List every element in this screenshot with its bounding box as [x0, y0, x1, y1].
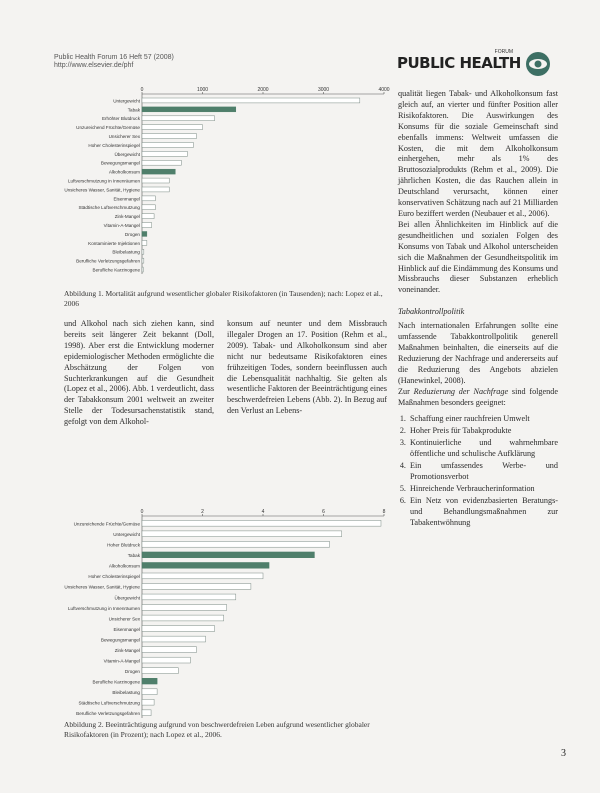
x-tick-label: 1000 — [196, 87, 209, 93]
bar — [142, 699, 154, 705]
measure-item: 2. Hoher Preis für Tabakprodukte — [408, 426, 558, 437]
logo-tag: FORUM — [494, 49, 513, 55]
category-label: Berufliche Karzinogene — [92, 267, 140, 273]
measures-list — [398, 414, 558, 528]
figure-2-caption: Abbildung 2. Beeinträchtigung aufgrund von beschwerdefreien Leben aufgrund wesentlicher globaler Risikofaktoren (in Prozent); nach Lopez et al., 2006. — [64, 720, 370, 739]
bar — [142, 98, 360, 103]
category-label: Bleibelastung — [112, 249, 140, 255]
category-label: Vitamin-A-Mangel — [103, 658, 140, 664]
eye-logo-icon — [525, 51, 551, 77]
category-label: Alkoholkonsum — [108, 169, 140, 175]
category-label: Bewegungsmangel — [100, 637, 140, 643]
category-label: Zink-Mangel — [114, 214, 140, 220]
bar — [142, 178, 169, 183]
category-label: Städtische Luftverschmutzung — [78, 205, 140, 211]
bar — [142, 223, 152, 228]
bar — [142, 636, 206, 642]
category-label: Vitamin-A-Mangel — [103, 223, 140, 229]
x-tick-label: 3000 — [317, 87, 330, 93]
category-label: Zink-Mangel — [114, 647, 140, 653]
journal-citation: Public Health Forum 16 Heft 57 (2008) — [54, 54, 174, 61]
category-label: Berufliche Karzinogene — [92, 679, 140, 685]
category-label: Bewegungsmangel — [100, 160, 140, 166]
category-label: Tabak — [127, 107, 140, 113]
bar — [142, 605, 227, 611]
bar — [142, 196, 155, 201]
journal-logo — [397, 49, 557, 79]
figure-1-chart — [60, 86, 390, 276]
category-label: Luftverschmutzung in Innenräumen — [67, 178, 140, 184]
category-label: Erhöhter Blutdruck — [101, 116, 140, 122]
bar — [142, 258, 144, 263]
column-3-text — [398, 89, 558, 530]
bar — [142, 249, 144, 254]
bar — [142, 240, 147, 245]
bar — [142, 214, 154, 219]
bar — [142, 573, 263, 579]
category-label: Übergewicht — [114, 151, 140, 157]
bar — [142, 151, 187, 156]
category-label: Eisenmangel — [113, 626, 140, 632]
bar — [142, 647, 196, 653]
p4-prefix: Zur — [398, 386, 414, 396]
measure-item: 3. Kontinuierliche und wahrnehmbare öffentliche und schulische Aufklärung — [408, 438, 558, 460]
bar — [142, 107, 236, 112]
category-label: Luftverschmutzung in Innenräumen — [67, 605, 140, 611]
bar — [142, 626, 215, 632]
category-label: Kontaminierte Injektionen — [88, 240, 140, 246]
column-3-paragraph-4 — [398, 387, 558, 409]
bar — [142, 232, 147, 237]
measure-item: 6. Ein Netz von evidenzbasierten Beratungs- und Behandlungsmaßnahmen zur Tabakentwöhnung — [408, 496, 558, 529]
p4-emphasis: Reduzierung der Nachfrage — [413, 386, 509, 396]
category-label: Untergewicht — [113, 98, 140, 104]
figure-2-svg — [60, 508, 390, 720]
measure-item: 5. Hinreichende Verbraucherinformation — [408, 484, 558, 495]
bar — [142, 710, 151, 716]
x-tick-label: 0 — [140, 87, 144, 93]
bar — [142, 615, 224, 621]
p4-suffix: sind folgende Maßnahmen besonders geeignet: — [398, 386, 558, 407]
category-label: Unsicherer Sex — [108, 134, 140, 140]
measure-item: 4. Ein umfassendes Werbe- und Promotionsverbot — [408, 461, 558, 483]
category-label: Drogen — [124, 668, 140, 674]
category-label: Unzureichend Früchte/Gemüse — [76, 125, 140, 131]
bar — [142, 657, 190, 663]
category-label: Drogen — [124, 231, 140, 237]
bar — [142, 562, 269, 568]
column-1-paragraph: und Alkohol nach sich ziehen kann, sind bereits seit längerer Zeit bekannt (Doll, 1998). Aber erst die Entwicklung moderner epidemiologischer Methoden ermöglichte die Abschätzung der Folgen von Suchterkrankungen auf die Gesundheit (Lopez et al., 2006). Abb. 1 verdeutlicht, dass der Tabakkonsum 2001 weltweit an zweiter Stelle der Todesursachenstatistik stand, gefolgt von dem Alkohol- — [64, 319, 214, 427]
bar — [142, 267, 143, 272]
column-3-paragraph-3: Nach internationalen Erfahrungen sollte eine umfassende Tabakkontrollpolitik generell Maßnahmen beinhalten, die einerseits auf die Reduzierung der Nachfrage und andererseits auf die Reduzierung des Angebots abzielen (Hanewinkel, 2008). — [398, 321, 558, 385]
category-label: Bleibelastung — [112, 690, 140, 695]
page-number: 3 — [561, 748, 566, 759]
bar — [142, 143, 193, 148]
column-1-text — [64, 319, 214, 428]
logo-wordmark: PUBLIC HEALTH — [397, 54, 521, 72]
figure-2-chart — [60, 508, 390, 720]
category-label: Hoher Cholesterinspiegel — [88, 142, 140, 148]
category-label: Berufliche Verletzungsgefahren — [76, 711, 140, 717]
bar — [142, 520, 381, 526]
bar — [142, 541, 330, 547]
category-label: Unsicheres Wasser, Sanität, Hygiene — [64, 187, 140, 193]
category-label: Berufliche Verletzungsgefahren — [76, 258, 140, 264]
category-label: Hoher Blutdruck — [107, 542, 140, 548]
bar — [142, 187, 169, 192]
category-label: Untergewicht — [113, 532, 140, 538]
bar — [142, 668, 178, 674]
x-tick-label: 4 — [261, 509, 265, 515]
category-label: Städtische Luftverschmutzung — [78, 700, 140, 706]
bar — [142, 531, 342, 537]
journal-source — [54, 54, 174, 70]
bar — [142, 125, 203, 130]
category-label: Unzureichende Früchte/Gemüse — [73, 521, 140, 527]
bar — [142, 584, 251, 590]
category-label: Tabak — [127, 553, 140, 559]
category-label: Alkoholkonsum — [108, 563, 140, 569]
bar — [142, 160, 181, 165]
figure-1-svg — [60, 86, 390, 276]
column-3-paragraph-1: qualität liegen Tabak- und Alkoholkonsum fast gleich auf, an vierter und fünfter Position aller Risikofaktoren. Die Auswirkungen des Konsums für die soziale Gemeinschaft sind ebenfalls immens: Weltweit umfassen die Kosten, die mit dem Alkoholkonsum einhergehen, mehr als 1% des Bruttosozialprodukts (Rehm et al., 2009). Die jährlichen Kosten, die das Rauchen allein in Deutschland verursacht, können einer konservativen Schätzung nach auf 21 Milliarden Euro beziffert werden (Neubauer et al., 2006). — [398, 89, 558, 218]
section-heading: Tabakkontrollpolitik — [398, 307, 465, 317]
bar — [142, 205, 155, 210]
x-tick-label: 2000 — [257, 87, 269, 93]
category-label: Unsicherer Sex — [108, 616, 140, 622]
bar — [142, 678, 157, 684]
category-label: Übergewicht — [114, 595, 140, 601]
journal-url: http://www.elsevier.de/phf — [54, 62, 134, 69]
category-label: Unsicheres Wasser, Sanität, Hygiene — [64, 584, 140, 590]
x-tick-label: 2 — [201, 509, 204, 515]
column-2-text — [227, 319, 387, 417]
category-label: Eisenmangel — [113, 196, 140, 202]
x-tick-label: 6 — [322, 509, 325, 515]
bar — [142, 689, 157, 695]
x-tick-label: 4000 — [378, 87, 390, 93]
bar — [142, 169, 175, 174]
category-label: Hoher Cholesterinspiegel — [88, 574, 140, 580]
bar — [142, 552, 314, 558]
bar — [142, 116, 215, 121]
bar — [142, 594, 236, 600]
figure-1-caption: Abbildung 1. Mortalität aufgrund wesentlicher globaler Risikofaktoren (in Tausenden); nach: Lopez et al., 2006 — [64, 289, 383, 308]
measure-item: 1. Schaffung einer rauchfreien Umwelt — [408, 414, 558, 425]
x-tick-label: 0 — [140, 509, 144, 515]
column-3-paragraph-2: Bei allen Ähnlichkeiten im Hinblick auf die gesundheitlichen und sozialen Folgen des Konsums von Tabak und Alkohol unterscheiden sich die Maßnahmen der Gesundheitspolitik im Hinblick auf die Eindämmung des Konsums und Missbrauchs dieser Substanzen erheblich voneinander. — [398, 219, 558, 295]
x-tick-label: 8 — [382, 509, 386, 515]
column-2-paragraph: konsum auf neunter und dem Missbrauch illegaler Drogen an 17. Position (Rehm et al., 2009). Tabak- und Alkoholkonsum sind aber nicht nur bedeutsame Risikofaktoren eines frühzeitigen Todes, sondern beeinflussen auch die Lebensqualität nachhaltig. Sie gelten als wesentliche Faktoren der Beeinträchtigung eines beschwerdefreien Lebens (Abb. 2). In Bezug auf den Verlust an Lebens- — [227, 319, 387, 416]
bar — [142, 134, 196, 139]
